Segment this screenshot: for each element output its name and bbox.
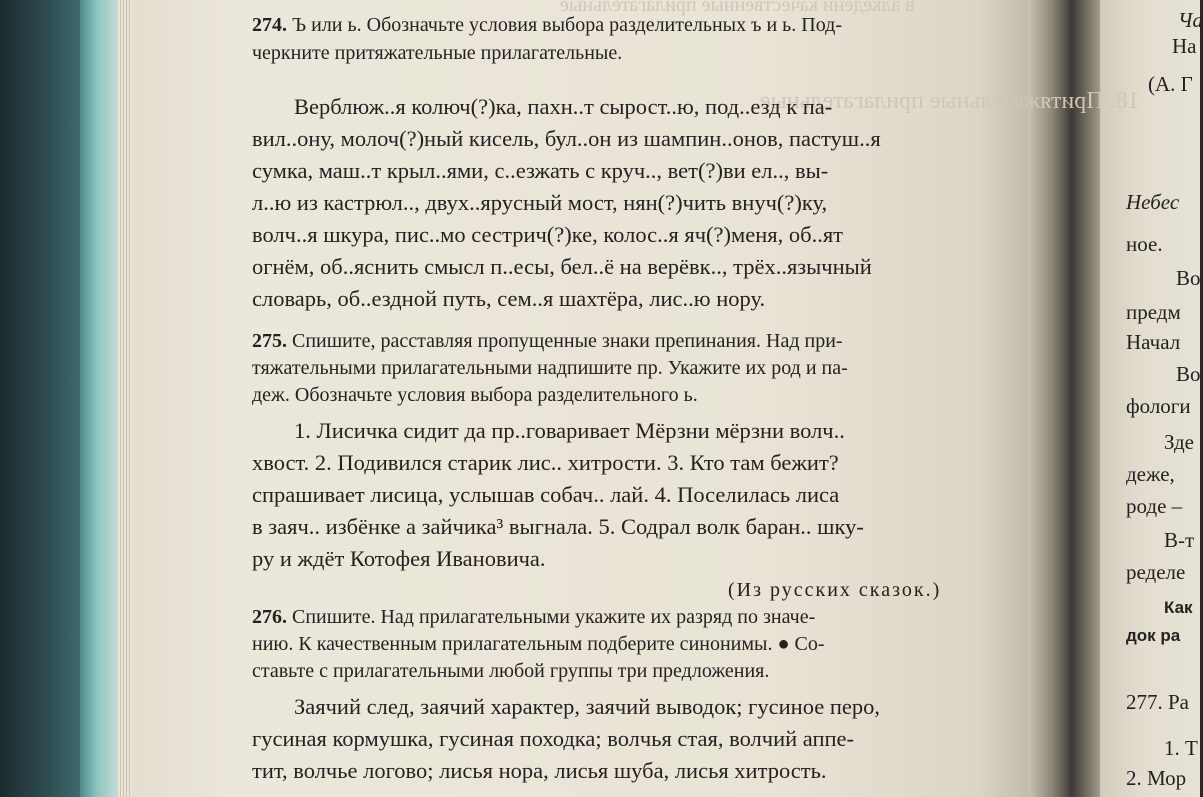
right-page-fragment: Как [1164, 598, 1193, 617]
source-attribution: (Из русских сказок.) [728, 579, 942, 601]
right-page-fragment: ределе [1126, 560, 1186, 584]
right-page-fragment: ное. [1126, 232, 1163, 256]
page-stack-edge [118, 0, 132, 797]
text-line: ру и ждёт Котофея Ивановича. [252, 546, 546, 571]
right-page-fragment: В-т [1164, 528, 1195, 552]
show-through-text: в алкедени качественные прилагательные [560, 0, 915, 16]
exercise-274-task-line-1: 274. Ъ или ь. Обозначьте условия выбора разделительных ъ и ь. Под- [252, 14, 842, 36]
right-page-fragment: На [1172, 34, 1197, 58]
text-line: тит, волчье логово; лисья нора, лисья шуба, лисья хитрость. [252, 758, 827, 783]
right-page-fragment: 277. Ра [1126, 690, 1189, 714]
exercise-275-task-line-3: деж. Обозначьте условия выбора разделительного ь. [252, 384, 698, 406]
text-line: в заяч.. избёнке а зайчика³ выгнала. 5. Содрал волк баран.. шку- [252, 514, 864, 539]
exercise-number: 276. [252, 606, 287, 628]
exercise-276-task-line-2: нию. К качественным прилагательным подберите синонимы. ● Со- [252, 633, 825, 655]
right-page-fragment: Начал [1126, 330, 1181, 354]
exercise-number: 274. [252, 14, 287, 36]
right-page-fragment: Во [1176, 266, 1201, 290]
right-page-fragment: 2. Мор [1126, 766, 1187, 790]
right-page-fragment: роде – [1126, 494, 1183, 518]
text-line: вил..ону, молоч(?)ный кисель, бул..он из шампин..онов, пастуш..я [252, 126, 881, 151]
right-page-fragment: Ча [1178, 8, 1203, 32]
right-page-fragment: деже, [1126, 462, 1175, 486]
text-line: 1. Лисичка сидит да пр..говаривает Мёрзни мёрзни волч.. [294, 418, 845, 443]
show-through-heading: 18. Притяжательные прилагательные [760, 88, 1140, 114]
exercise-275-task-line-1: 275. Спишите, расставляя пропущенные знаки препинания. Над при- [252, 330, 843, 352]
exercise-number: 275. [252, 330, 287, 352]
text-line: сумка, маш..т крыл..ями, с..езжать с круч.., вет(?)ви ел.., вы- [252, 158, 829, 183]
right-page-fragment: 1. Т [1164, 736, 1198, 760]
exercise-276-task-line-1: 276. Спишите. Над прилагательными укажите их разряд по значе- [252, 606, 816, 628]
right-page-fragment: Небес [1126, 190, 1180, 214]
right-page-fragment: Во [1176, 362, 1201, 386]
text-line: хвост. 2. Подивился старик лис.. хитрости. 3. Кто там бежит? [252, 450, 839, 475]
background-left [0, 0, 80, 797]
right-page-fragment: Зде [1164, 430, 1195, 454]
text-line: спрашивает лисица, услышав собач.. лай. 4. Поселилась лиса [252, 482, 840, 507]
text-line: огнём, об..яснить смысл п..есы, бел..ё на верёвк.., трёх..язычный [252, 254, 872, 279]
text-line: Верблюж..я колюч(?)ка, пахн..т сырост..ю, под..езд к па- [294, 94, 833, 119]
text-line: гусиная кормушка, гусиная походка; волчья стая, волчий аппе- [252, 726, 855, 751]
right-page-fragment: док ра [1126, 626, 1181, 645]
right-page-fragment: предм [1126, 300, 1181, 324]
exercise-276-task-line-3: ставьте с прилагательными любой группы три предложения. [252, 660, 770, 682]
exercise-275-task-line-2: тяжательными прилагательными надпишите пр. Укажите их род и па- [252, 357, 848, 379]
exercise-274-task-line-2: черкните притяжательные прилагательные. [252, 42, 623, 64]
right-page-fragment: фологи [1126, 394, 1191, 418]
text-line: Заячий след, заячий характер, заячий выводок; гусиное перо, [294, 694, 881, 719]
text-line: словарь, об..ездной путь, сем..я шахтёра, лис..ю нору. [252, 286, 766, 311]
text-line: л..ю из кастрюл.., двух..ярусный мост, нян(?)чить внуч(?)ку, [252, 190, 828, 215]
text-line: волч..я шкура, пис..мо сестрич(?)ке, колос..я яч(?)меня, об..ят [252, 222, 844, 247]
right-page-fragment: (А. Г [1148, 72, 1193, 96]
